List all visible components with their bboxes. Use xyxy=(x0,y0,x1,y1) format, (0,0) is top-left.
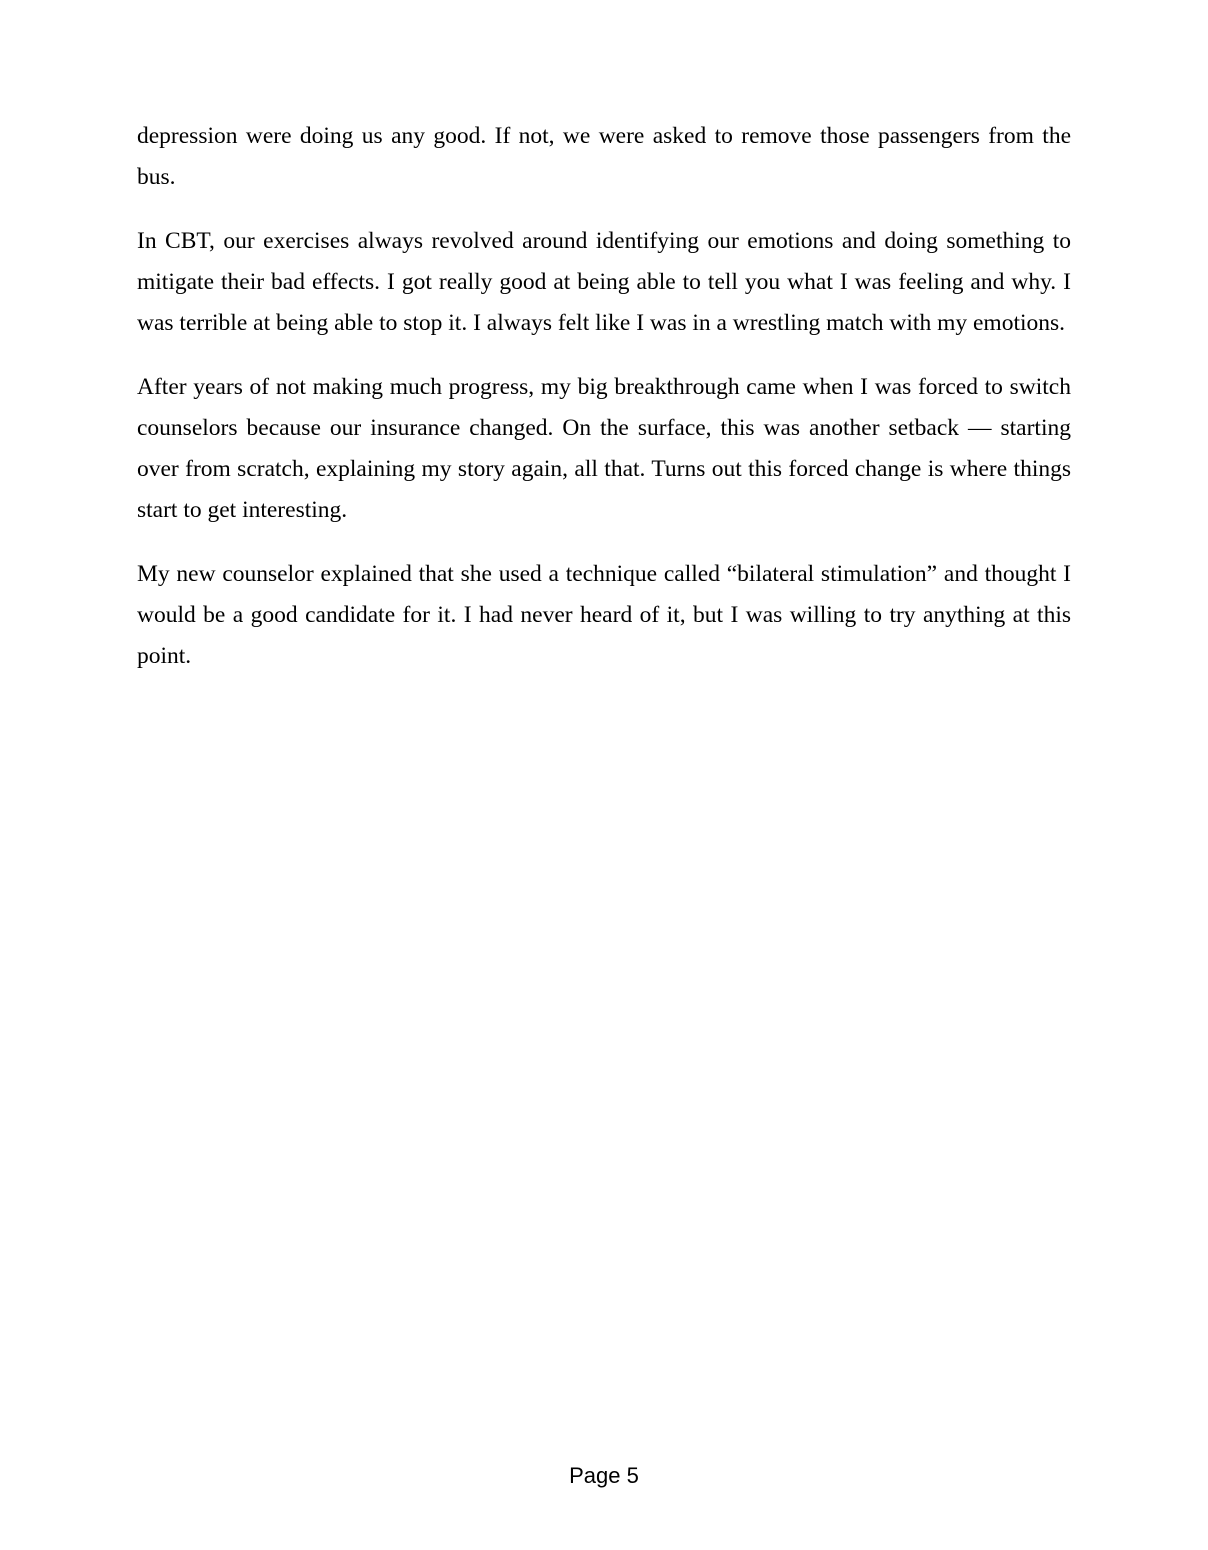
page-number-footer: Page 5 xyxy=(569,1463,639,1488)
paragraph-cbt: In CBT, our exercises always revolved around identifying our emotions and doing something to mitigate their bad effects. I got really good at being able to tell you what I was feeling and why. I was terrible at being able to stop it. I always felt like I was in a wrestling match with my emotions. xyxy=(137,228,1071,336)
paragraph-new-counselor: My new counselor explained that she used a technique called “bilateral stimulation” and thought I would be a good candidate for it. I had never heard of it, but I was willing to try anything at this point. xyxy=(137,561,1071,669)
page-body-text xyxy=(137,116,1071,700)
paragraph-breakthrough: After years of not making much progress, my big breakthrough came when I was forced to switch counselors because our insurance changed. On the surface, this was another setback — starting over from scratch, explaining my story again, all that. Turns out this forced change is where things start to get interesting. xyxy=(137,374,1071,523)
paragraph-continuation: depression were doing us any good. If not, we were asked to remove those passengers from the bus. xyxy=(137,123,1071,190)
